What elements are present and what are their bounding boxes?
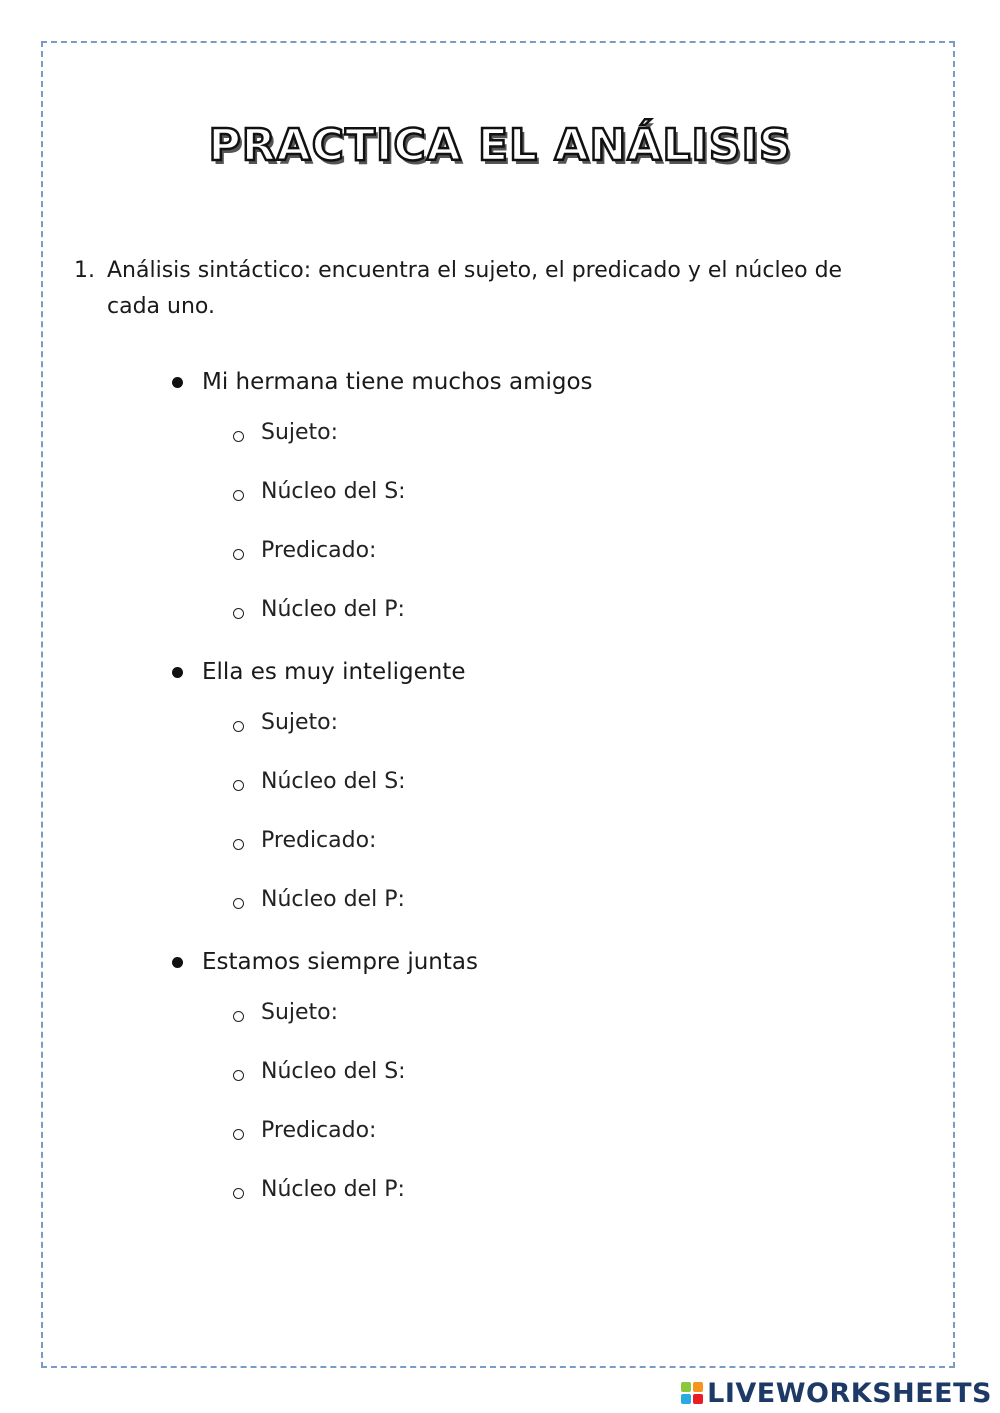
field-nucleo-s bbox=[233, 477, 406, 507]
circle-bullet-icon bbox=[233, 1129, 244, 1140]
sentence-text: Ella es muy inteligente bbox=[202, 659, 466, 685]
field-label: Núcleo del P: bbox=[261, 1177, 405, 1202]
circle-bullet-icon bbox=[233, 721, 244, 732]
bullet-icon bbox=[172, 377, 183, 388]
circle-bullet-icon bbox=[233, 839, 244, 850]
question-1 bbox=[74, 253, 854, 325]
sentence-text: Mi hermana tiene muchos amigos bbox=[202, 369, 593, 395]
circle-bullet-icon bbox=[233, 1188, 244, 1199]
bullet-icon bbox=[172, 957, 183, 968]
field-nucleo-p bbox=[233, 885, 405, 915]
sentence-text: Estamos siempre juntas bbox=[202, 949, 478, 975]
logo-square bbox=[681, 1394, 691, 1404]
field-label: Predicado: bbox=[261, 1118, 377, 1143]
question-text: Análisis sintáctico: encuentra el sujeto, el predicado y el núcleo de cada uno. bbox=[107, 258, 843, 319]
field-sujeto bbox=[233, 418, 338, 448]
question-number: 1. bbox=[74, 258, 95, 283]
field-nucleo-p bbox=[233, 1175, 405, 1205]
logo-square bbox=[693, 1394, 703, 1404]
circle-bullet-icon bbox=[233, 431, 244, 442]
circle-bullet-icon bbox=[233, 898, 244, 909]
sentence-2 bbox=[172, 657, 465, 687]
field-nucleo-s bbox=[233, 1057, 406, 1087]
brand-text: LIVEWORKSHEETS bbox=[707, 1377, 992, 1409]
circle-bullet-icon bbox=[233, 608, 244, 619]
sentence-3 bbox=[172, 947, 478, 977]
sentence-1 bbox=[172, 367, 593, 397]
field-label: Sujeto: bbox=[261, 1000, 339, 1025]
logo-square bbox=[693, 1382, 703, 1392]
field-label: Núcleo del S: bbox=[261, 1059, 406, 1084]
field-label: Núcleo del P: bbox=[261, 887, 405, 912]
field-predicado bbox=[233, 536, 376, 566]
field-sujeto bbox=[233, 998, 338, 1028]
field-label: Predicado: bbox=[261, 828, 377, 853]
circle-bullet-icon bbox=[233, 549, 244, 560]
field-label: Núcleo del S: bbox=[261, 479, 406, 504]
field-sujeto bbox=[233, 708, 338, 738]
field-nucleo-s bbox=[233, 767, 406, 797]
liveworksheets-logo-icon bbox=[681, 1382, 703, 1404]
field-nucleo-p bbox=[233, 595, 405, 625]
page-title: PRACTICA EL ANÁLISIS bbox=[208, 120, 792, 171]
field-label: Núcleo del S: bbox=[261, 769, 406, 794]
circle-bullet-icon bbox=[233, 1011, 244, 1022]
field-label: Sujeto: bbox=[261, 420, 339, 445]
bullet-icon bbox=[172, 667, 183, 678]
page-border bbox=[41, 41, 955, 1368]
circle-bullet-icon bbox=[233, 780, 244, 791]
field-label: Sujeto: bbox=[261, 710, 339, 735]
field-predicado bbox=[233, 1116, 376, 1146]
field-predicado bbox=[233, 826, 376, 856]
field-label: Predicado: bbox=[261, 538, 377, 563]
circle-bullet-icon bbox=[233, 490, 244, 501]
field-label: Núcleo del P: bbox=[261, 597, 405, 622]
logo-square bbox=[681, 1382, 691, 1392]
liveworksheets-brand[interactable] bbox=[681, 1376, 992, 1410]
circle-bullet-icon bbox=[233, 1070, 244, 1081]
